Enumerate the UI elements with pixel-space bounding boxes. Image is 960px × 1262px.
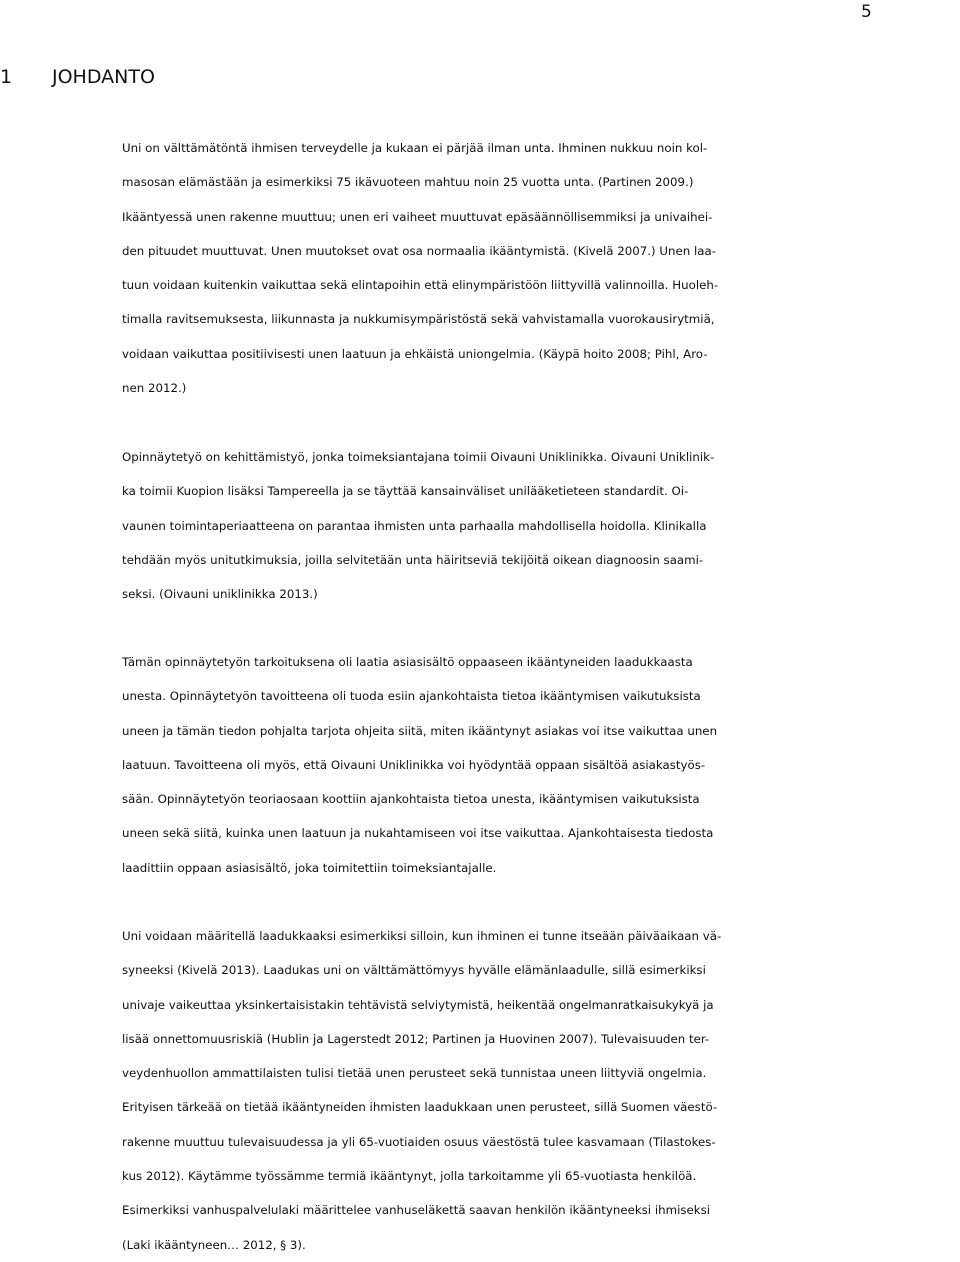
paragraph-line: laadittiin oppaan asiasisältö, joka toimitettiin toimeksiantajalle. xyxy=(122,860,497,875)
paragraph-line: (Laki ikääntyneen… 2012, § 3). xyxy=(122,1237,306,1252)
chapter-heading xyxy=(0,63,155,91)
paragraph-line: laatuun. Tavoitteena oli myös, että Oivauni Uniklinikka voi hyödyntää oppaan sisältöä asiakastyös- xyxy=(122,757,706,772)
page-number: 5 xyxy=(861,2,872,22)
paragraph-line: Esimerkiksi vanhuspalvelulaki määrittelee vanhuseläkettä saavan henkilön ikääntyneeksi ihmiseksi xyxy=(122,1203,711,1218)
paragraph-line: rakenne muuttuu tulevaisuudessa ja yli 65-vuotiaiden osuus väestöstä tulee kasvamaan (Tilastokes- xyxy=(122,1134,716,1149)
paragraph-line: Erityisen tärkeää on tietää ikääntyneiden ihmisten laadukkaan unen perusteet, sillä Suomen väestö- xyxy=(122,1100,718,1115)
paragraph-line: sään. Opinnäytetyön teoriaosaan koottiin ajankohtaista tietoa unesta, ikääntymisen vaikutuksista xyxy=(122,792,700,807)
paragraph-line: vaunen toimintaperiaatteena on parantaa ihmisten unta parhaalla mahdollisella hoidolla. Klinikalla xyxy=(122,518,707,533)
paragraph-line: tehdään myös unitutkimuksia, joilla selvitetään unta häiritseviä tekijöitä oikean diagnoosin saami- xyxy=(122,552,704,567)
paragraph-line: lisää onnettomuusriskiä (Hublin ja Lagerstedt 2012; Partinen ja Huovinen 2007). Tulevaisuuden ter- xyxy=(122,1031,710,1046)
paragraph-4 xyxy=(122,919,960,1262)
paragraph-line: uneen ja tämän tiedon pohjalta tarjota ohjeita siitä, miten ikääntynyt asiakas voi itse vaikuttaa unen xyxy=(122,723,718,738)
paragraph-line: kus 2012). Käytämme työssämme termiä ikääntynyt, jolla tarkoitamme yli 65-vuotiasta henkilöä. xyxy=(122,1169,697,1184)
paragraph-2 xyxy=(122,440,960,611)
paragraph-line: syneeksi (Kivelä 2013). Laadukas uni on välttämättömyys hyvälle elämänlaadulle, sillä esimerkiksi xyxy=(122,963,706,978)
paragraph-line: unesta. Opinnäytetyön tavoitteena oli tuoda esiin ajankohtaista tietoa ikääntymisen vaikutuksista xyxy=(122,689,701,704)
paragraph-line: Uni on välttämätöntä ihmisen terveydelle ja kukaan ei pärjää ilman unta. Ihminen nukkuu noin kol- xyxy=(122,141,708,155)
paragraph-line: den pituudet muuttuvat. Unen muutokset ovat osa normaalia ikääntymistä. (Kivelä 2007.) Unen laa- xyxy=(122,243,716,258)
paragraph-line: nen 2012.) xyxy=(122,381,187,396)
paragraph-line: univaje vaikeuttaa yksinkertaisistakin tehtävistä selviytymistä, heikentää ongelmanratkaisukykyä ja xyxy=(122,997,714,1012)
paragraph-line: ka toimii Kuopion lisäksi Tampereella ja se täyttää kansainväliset unilääketieteen standardit. Oi- xyxy=(122,484,689,499)
paragraph-line: timalla ravitsemuksesta, liikunnasta ja nukkumisympäristöstä sekä vahvistamalla vuorokausirytmiä, xyxy=(122,312,715,327)
paragraph-line: seksi. (Oivauni uniklinikka 2013.) xyxy=(122,587,318,602)
paragraph-line: veydenhuollon ammattilaisten tulisi tietää unen perusteet sekä tunnistaa uneen liittyviä ongelmia. xyxy=(122,1066,707,1081)
paragraph-line: tuun voidaan kuitenkin vaikuttaa sekä elintapoihin että elinympäristöön liittyvillä valinnoilla. Huoleh- xyxy=(122,278,719,293)
paragraph-line: uneen sekä siitä, kuinka unen laatuun ja nukahtamiseen voi itse vaikuttaa. Ajankohtaisesta tiedosta xyxy=(122,826,714,841)
chapter-title: JOHDANTO xyxy=(52,66,155,88)
paragraph-line: voidaan vaikuttaa positiivisesti unen laatuun ja ehkäistä uniongelmia. (Käypä hoito 2008; Pihl, Aro- xyxy=(122,346,708,361)
paragraph-line: Uni voidaan määritellä laadukkaaksi esimerkiksi silloin, kun ihminen ei tunne itseään päiväaikaan vä- xyxy=(122,929,722,943)
paragraph-line: Opinnäytetyö on kehittämistyö, jonka toimeksiantajana toimii Oivauni Uniklinikka. Oivauni Uniklinik- xyxy=(122,450,715,464)
paragraph-line: Ikääntyessä unen rakenne muuttuu; unen eri vaiheet muuttuvat epäsäännöllisemmiksi ja univaihei- xyxy=(122,209,713,224)
paragraph-3 xyxy=(122,645,960,885)
chapter-number: 1 xyxy=(0,66,13,88)
paragraph-line: Tämän opinnäytetyön tarkoituksena oli laatia asiasisältö oppaaseen ikääntyneiden laadukkaasta xyxy=(122,655,693,669)
paragraph-line: masosan elämästään ja esimerkiksi 75 ikävuoteen mahtuu noin 25 vuotta unta. (Partinen 2009.) xyxy=(122,175,694,190)
paragraph-1 xyxy=(122,131,960,405)
